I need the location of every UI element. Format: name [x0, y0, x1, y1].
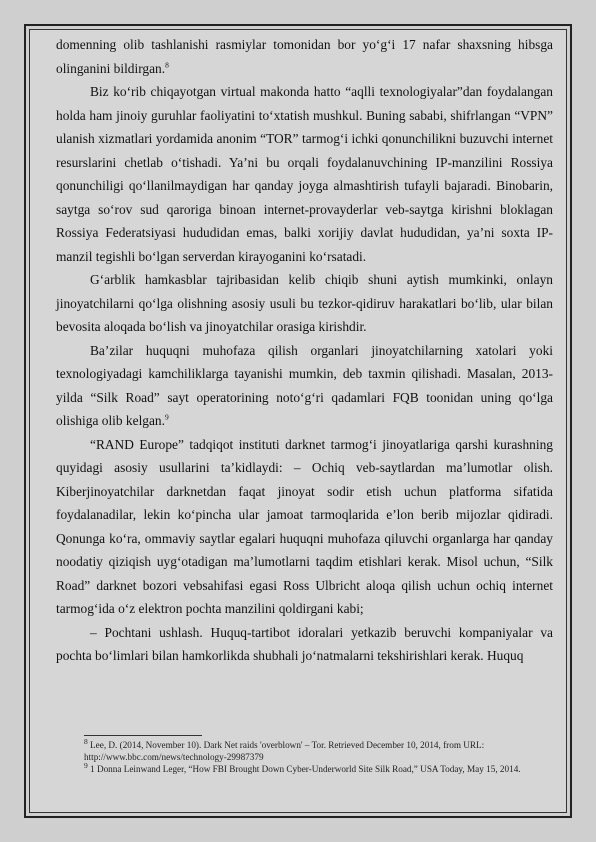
paragraph: G‘arblik hamkasblar tajribasidan kelib chiqib shuni aytish mumkinki, onlayn jinoyatchilarni qo‘lga olishning asosiy usuli bu tezkor-qidiruv harakatlari bo‘lib, ular bilan bevosita aloqada bo‘lish va jinoyatchilar orasiga kirishdir. — [56, 272, 553, 334]
footnote-ref[interactable]: 9 — [164, 412, 169, 422]
paragraph-continuation: domenning olib tashlanishi rasmiylar tomonidan bor yo‘g‘i 17 nafar shaxsning hibsga olinganini bildirgan.$^8$ — [56, 37, 553, 76]
paragraph: Biz ko‘rib chiqayotgan virtual makonda hatto “aqlli texnologiyalar”dan foydalangan holda ham jinoiy guruhlar faoliyatini to‘xtatish mushkul. Buning sababi, shifrlangan “VPN” ulanish xizmatlari yordamida anonim “TOR” tarmog‘i ichki qonunchilikni buzuvchi internet resurslarini chetlab o‘tishadi. Ya’ni bu orqali foydalanuvchining IP-manzilini Rossiya qonunchiligi qo‘llanilmaydigan har qanday joyga almashtirish tufayli bajaradi. Binobarin, saytga so‘rov sud qaroriga binoan internet-provayderlar veb-saytga kirishni bloklagan Rossiya Federatsiyasi hududidan emas, balki xorijiy davlat hududidan, ya’ni soxta IP-manzil tegishli bo‘lgan serverdan kirayoganini ko‘rsatadi. — [56, 84, 553, 264]
paragraph: Ba’zilar huquqni muhofaza qilish organlari jinoyatchilarning xatolari yoki texnologiyadagi kamchiliklarga tayanishi mumkin, deb taxmin qilishadi. Masalan, 2013-yilda “Silk Road” sayt operatorining noto‘g‘ri qadamlari FQB toonidan uning qo‘lga olishiga olib kelgan.$^9$ — [56, 342, 553, 428]
footnote-divider — [84, 735, 202, 736]
document-body — [56, 33, 553, 668]
footnotes — [84, 736, 544, 775]
footnote-ref[interactable]: 8 — [165, 60, 169, 70]
footnote-9: $^9$ 1 Donna Leinwand Leger, “How FBI Brought Down Cyber-Underworld Site Silk Road,” USA Today, May 15, 2014. — [84, 760, 521, 774]
paragraph: “RAND Europe” tadqiqot instituti darknet tarmog‘i jinoyatlariga qarshi kurashning quyidagi asosiy usullarini ta’kidlaydi: – Ochiq veb-saytlardan ma’lumotlar olish. Kiberjinoyatchilar darknetdan faqat jinoyat sodir etish uchun platforma sifatida foydalanadilar, lekin ko‘pincha ular jamoat tarmoqlarida e’lon berib mijozlar qidiradi. Qonunga ko‘ra, ommaviy saytlar egalari huquqni muhofaza qiluvchi organlarga har qanday noodatiy qiziqish uyg‘otadigan ma’lumotlarni taqdim etishlari kerak. Misol uchun, “Silk Road” darknet bozori vebsahifasi egasi Ross Ulbricht aloqa qilish uchun ochiq internet tarmog‘ida o‘z elektron pochta manzilini qoldirgani kabi; — [56, 436, 553, 616]
footnote-8: $^8$ Lee, D. (2014, November 10). Dark Net raids 'overblown' – Tor. Retrieved December 10, 2014, from URL: http://www.bbc.com/news/technology-29987379 — [84, 736, 485, 762]
paragraph: – Pochtani ushlash. Huquq-tartibot idoralari yetkazib beruvchi kompaniyalar va pochta bo‘limlari bilan hamkorlikda shubhali jo‘natmalarni tekshirishlari kerak. Huquq — [56, 624, 553, 663]
